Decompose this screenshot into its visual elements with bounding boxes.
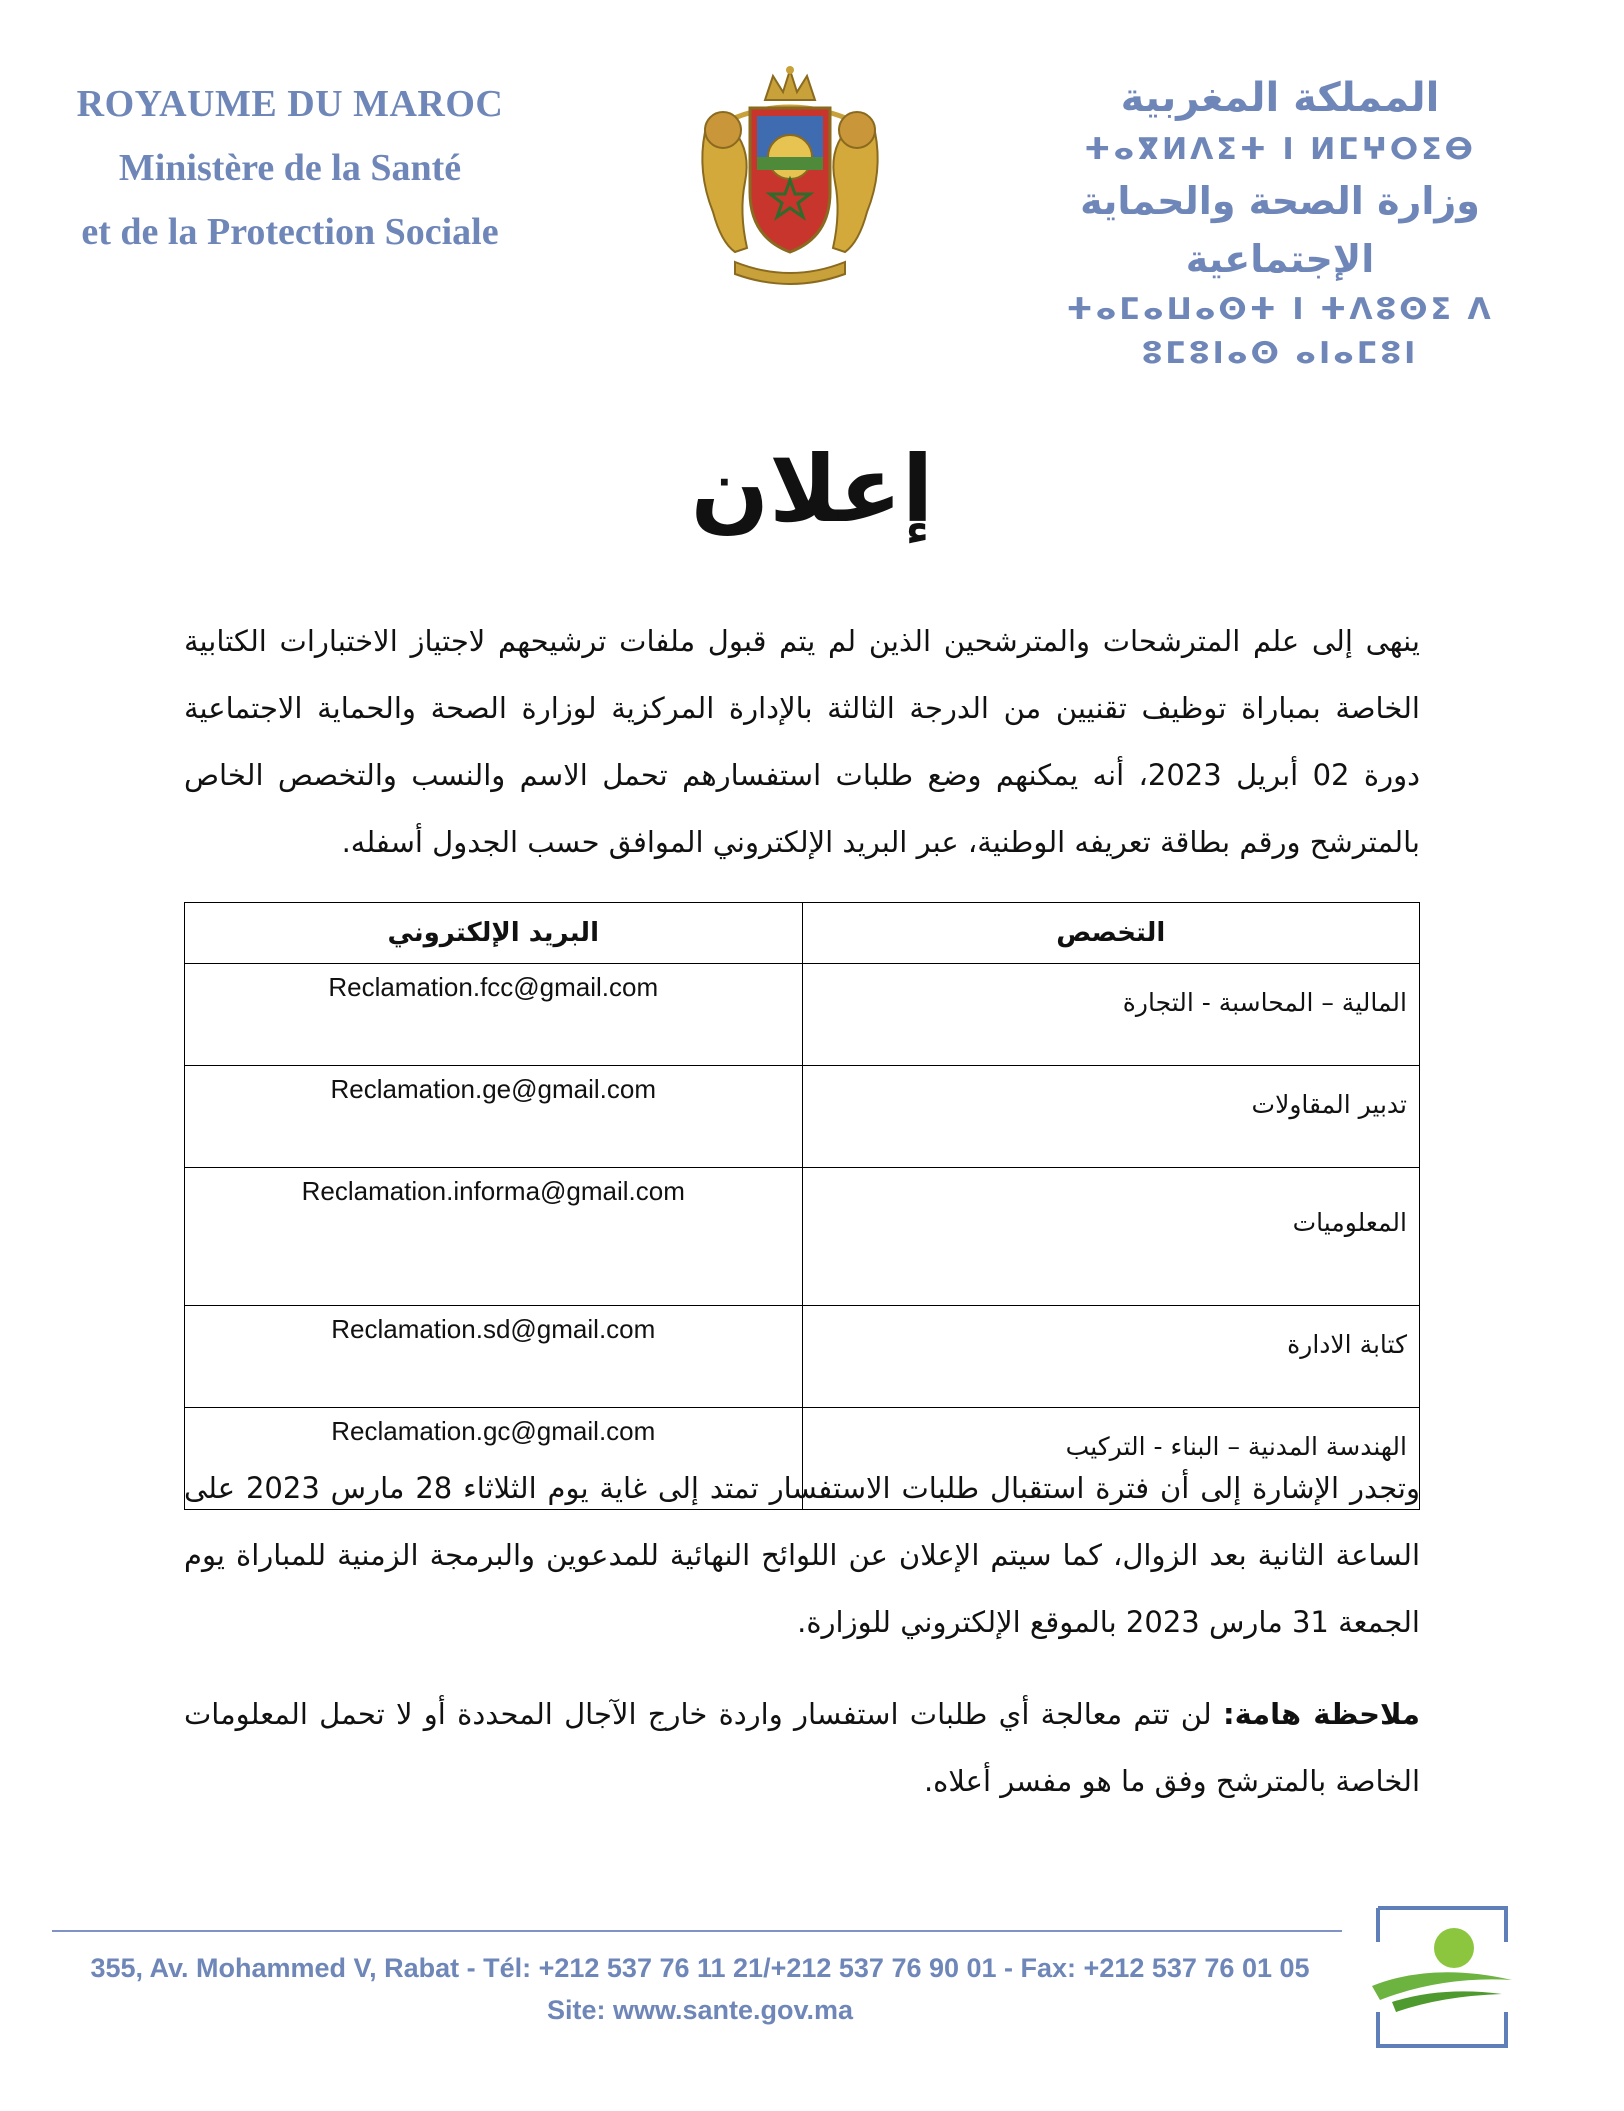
header-ministry-ar: وزارة الصحة والحماية الإجتماعية xyxy=(1080,179,1480,281)
footer-divider xyxy=(52,1930,1342,1932)
table-row xyxy=(185,1306,1420,1408)
specialty-cell: المالية – المحاسبة - التجارة xyxy=(802,964,1420,1066)
header-kingdom-ar: المملكة المغربية xyxy=(1120,75,1440,121)
email-cell: Reclamation.ge@gmail.com xyxy=(185,1066,803,1168)
announcement-title: إعلان xyxy=(690,436,934,543)
table-row xyxy=(185,1066,1420,1168)
header-specialty: التخصص xyxy=(802,903,1420,964)
important-note xyxy=(184,1681,1420,1815)
specialty-email-table xyxy=(184,902,1420,1510)
deadline-paragraph: وتجدر الإشارة إلى أن فترة استقبال طلبات الاستفسار تمتد إلى غاية يوم الثلاثاء 28 مارس 2023 على الساعة الثانية بعد الزوال، كما سيتم الإعلان عن اللوائح النهائية للمدعوين والبرمجة الزمنية للمباراة يوم الجمعة 31 مارس 2023 بالموقع الإلكتروني للوزارة. xyxy=(184,1471,1420,1639)
email-cell: Reclamation.sd@gmail.com xyxy=(185,1306,803,1408)
header-french xyxy=(30,72,550,264)
header-ministry-fr-2: et de la Protection Sociale xyxy=(81,211,499,253)
header-kingdom-fr: ROYAUME DU MAROC xyxy=(76,83,504,125)
header-kingdom-tifinagh: ⵜⴰⴳⵍⴷⵉⵜ ⵏ ⵍⵎⵖⵔⵉⴱ xyxy=(1084,132,1476,167)
header-ministry-tifinagh: ⵜⴰⵎⴰⵡⴰⵙⵜ ⵏ ⵜⴷⵓⵙⵉ ⴷ ⵓⵎⵓⵏⴰⵙ ⴰⵏⴰⵎⵓⵏ xyxy=(1066,292,1494,371)
moroccan-coat-of-arms-icon xyxy=(695,62,885,290)
header-email: البريد الإلكتروني xyxy=(185,903,803,964)
note-label: ملاحظة هامة: xyxy=(1223,1697,1421,1731)
specialty-cell: تدبير المقاولات xyxy=(802,1066,1420,1168)
footer-site: Site: www.sante.gov.ma xyxy=(546,1995,854,2025)
header-arabic xyxy=(1000,68,1560,376)
note-text: لن تتم معالجة أي طلبات استفسار واردة خارج الآجال المحددة أو لا تحمل المعلومات الخاصة بالمترشح وفق ما هو مفسر أعلاه. xyxy=(184,1697,1420,1798)
specialty-cell: كتابة الادارة xyxy=(802,1306,1420,1408)
footer-address: 355, Av. Mohammed V, Rabat - Tél: +212 537 76 11 21/+212 537 76 90 01 - Fax: +212 537 76 01 05 xyxy=(90,1953,1310,1983)
email-cell: Reclamation.informa@gmail.com xyxy=(185,1168,803,1306)
table-header-row xyxy=(185,903,1420,964)
specialty-cell: المعلوميات xyxy=(802,1168,1420,1306)
intro-paragraph: ينهى إلى علم المترشحات والمترشحين الذين لم يتم قبول ملفات ترشيحهم لاجتياز الاختبارات الكتابية الخاصة بمباراة توظيف تقنيين من الدرجة الثالثة بالإدارة المركزية لوزارة الصحة والحماية الاجتماعية دورة 02 أبريل 2023، أنه يمكنهم وضع طلبات استفسارهم تحمل الاسم والنسب والتخصص الخاص بالمترشح ورقم بطاقة تعريفه الوطنية، عبر البريد الإلكتروني الموافق حسب الجدول أسفله. xyxy=(184,624,1420,859)
specialty-cell: الهندسة المدنية – البناء - التركيب xyxy=(802,1408,1420,1510)
ministry-logo-icon xyxy=(1372,1902,1512,2052)
table-row xyxy=(185,964,1420,1066)
header-ministry-fr: Ministère de la Santé xyxy=(118,147,462,189)
email-cell: Reclamation.gc@gmail.com xyxy=(185,1408,803,1510)
table-row xyxy=(185,1168,1420,1306)
email-cell: Reclamation.fcc@gmail.com xyxy=(185,964,803,1066)
